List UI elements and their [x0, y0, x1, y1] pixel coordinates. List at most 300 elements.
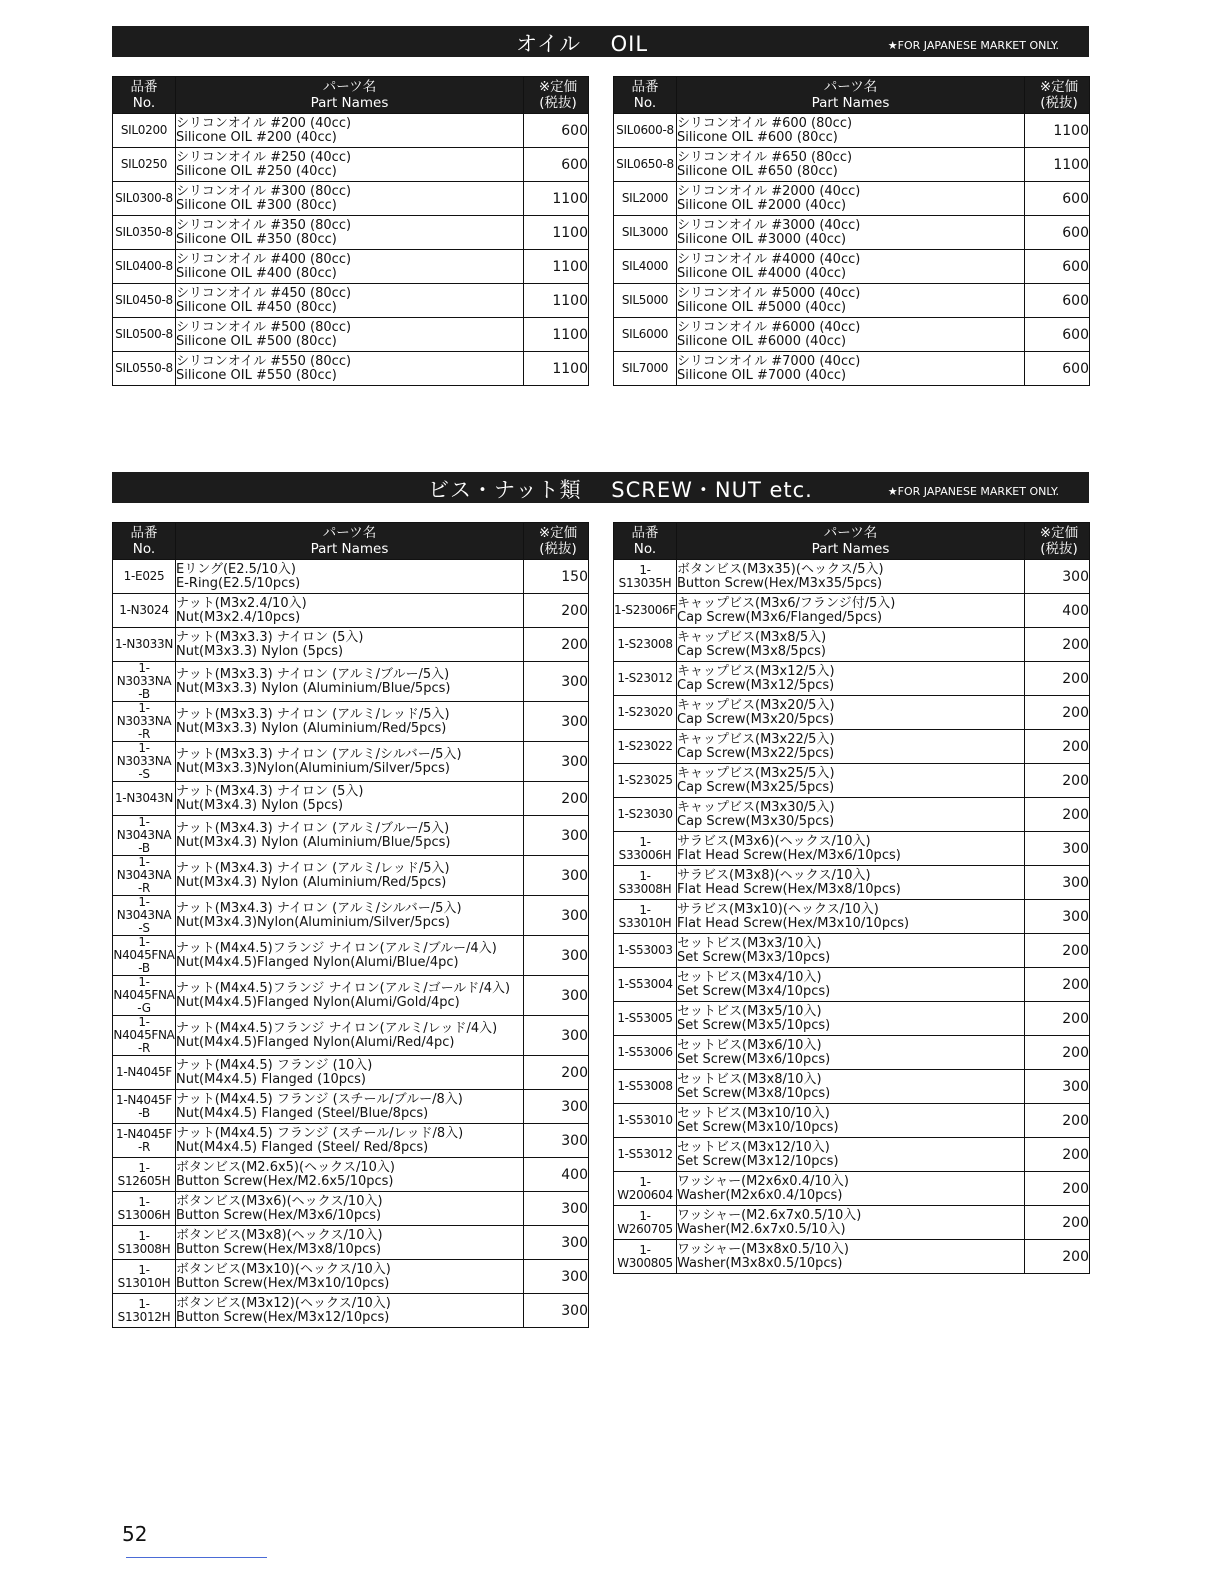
part-name-en: Set Screw(M3x10/10pcs)	[677, 1119, 839, 1135]
table-header-row	[614, 77, 1090, 114]
part-name-en: Silicone OIL #200 (40cc)	[176, 129, 337, 145]
part-price: 300	[524, 1016, 589, 1056]
part-name-jp: ナット(M3x4.3) ナイロン (5入)	[176, 783, 364, 799]
header-price-jp: ※定価	[538, 525, 578, 541]
part-name-jp: ボタンビス(M3x10)(ヘックス/10入)	[176, 1261, 391, 1277]
part-name	[677, 352, 1025, 386]
table-row	[614, 148, 1090, 182]
header-part-no	[614, 77, 677, 114]
part-price: 200	[1025, 1172, 1090, 1206]
part-number: 1-N3043NA -S	[113, 896, 176, 936]
part-name	[176, 182, 524, 216]
table-row	[614, 318, 1090, 352]
part-name-en: Nut(M4x4.5) Flanged (10pcs)	[176, 1071, 366, 1087]
header-part-name	[176, 523, 524, 560]
part-price: 200	[1025, 764, 1090, 798]
part-price: 600	[1025, 284, 1090, 318]
table-row	[614, 114, 1090, 148]
table-row	[113, 856, 589, 896]
part-name	[677, 182, 1025, 216]
footer-rule	[126, 1557, 267, 1558]
part-name-jp: ボタンビス(M3x6)(ヘックス/10入)	[176, 1193, 383, 1209]
part-number: 1-S13008H	[113, 1226, 176, 1260]
table-row	[113, 936, 589, 976]
part-price: 200	[1025, 1240, 1090, 1274]
part-name-jp: ナット(M3x4.3) ナイロン (アルミ/シルバー/5入)	[176, 900, 462, 916]
part-number: 1-S23022	[614, 730, 677, 764]
header-part-name	[176, 77, 524, 114]
table-row	[113, 742, 589, 782]
part-name	[176, 816, 524, 856]
table-row	[614, 594, 1090, 628]
part-name-en: Button Screw(Hex/M2.6x5/10pcs)	[176, 1173, 394, 1189]
header-part-name	[677, 77, 1025, 114]
part-name-en: Nut(M3x3.3) Nylon (Aluminium/Red/5pcs)	[176, 720, 447, 736]
part-name-en: Flat Head Screw(Hex/M3x8/10pcs)	[677, 881, 901, 897]
part-price: 1100	[524, 250, 589, 284]
header-part-name-en: Part Names	[811, 541, 890, 557]
header-part-no-en: No.	[132, 95, 156, 111]
part-name-jp: ボタンビス(M2.6x5)(ヘックス/10入)	[176, 1159, 395, 1175]
part-number: 1-N3033NA -R	[113, 702, 176, 742]
part-name-jp: キャップビス(M3x30/5入)	[677, 799, 835, 815]
part-name-jp: キャップビス(M3x6/フランジ付/5入)	[677, 595, 896, 611]
part-name	[176, 1016, 524, 1056]
part-price: 200	[1025, 1036, 1090, 1070]
part-number: 1-N3043NA -B	[113, 816, 176, 856]
part-name-en: Set Screw(M3x8/10pcs)	[677, 1085, 831, 1101]
part-price: 200	[1025, 934, 1090, 968]
part-name	[176, 1294, 524, 1328]
part-price: 300	[524, 856, 589, 896]
part-price: 400	[1025, 594, 1090, 628]
part-name-en: Cap Screw(M3x25/5pcs)	[677, 779, 835, 795]
part-price: 300	[524, 816, 589, 856]
header-price	[524, 77, 589, 114]
part-name-en: Silicone OIL #400 (80cc)	[176, 265, 337, 281]
part-name-en: Silicone OIL #5000 (40cc)	[677, 299, 847, 315]
part-name-jp: セットビス(M3x4/10入)	[677, 969, 822, 985]
table-row	[113, 782, 589, 816]
part-name-jp: シリコンオイル #2000 (40cc)	[677, 183, 861, 199]
part-name	[677, 1070, 1025, 1104]
table-row	[614, 934, 1090, 968]
table-row	[113, 216, 589, 250]
part-name-jp: シリコンオイル #600 (80cc)	[677, 115, 853, 131]
part-price: 300	[1025, 900, 1090, 934]
part-number: SIL7000	[614, 352, 677, 386]
table-row	[614, 250, 1090, 284]
part-name	[176, 1158, 524, 1192]
part-name-en: Silicone OIL #7000 (40cc)	[677, 367, 847, 383]
part-name-en: Silicone OIL #250 (40cc)	[176, 163, 337, 179]
part-price: 400	[524, 1158, 589, 1192]
header-part-name-en: Part Names	[310, 95, 389, 111]
part-name-jp: キャップビス(M3x12/5入)	[677, 663, 835, 679]
part-name	[677, 730, 1025, 764]
part-number: 1-S53004	[614, 968, 677, 1002]
part-name-jp: ナット(M3x3.3) ナイロン (アルミ/シルバー/5入)	[176, 746, 462, 762]
table-header-row	[113, 77, 589, 114]
screw-table-left	[112, 522, 589, 1328]
part-name-jp: Eリング(E2.5/10入)	[176, 561, 296, 577]
part-name-jp: シリコンオイル #200 (40cc)	[176, 115, 352, 131]
part-number: 1-N3043NA -R	[113, 856, 176, 896]
part-price: 300	[524, 1260, 589, 1294]
part-number: 1-S13006H	[113, 1192, 176, 1226]
part-name-en: Nut(M4x4.5)Flanged Nylon(Alumi/Blue/4pc)	[176, 954, 459, 970]
page-number: 52	[122, 1522, 148, 1546]
part-number: 1-S13012H	[113, 1294, 176, 1328]
part-name-jp: セットビス(M3x10/10入)	[677, 1105, 830, 1121]
part-name-en: Silicone OIL #650 (80cc)	[677, 163, 838, 179]
table-row	[614, 968, 1090, 1002]
part-name-en: Cap Screw(M3x22/5pcs)	[677, 745, 835, 761]
part-name-jp: ボタンビス(M3x35)(ヘックス/5入)	[677, 561, 884, 577]
part-name-jp: シリコンオイル #7000 (40cc)	[677, 353, 861, 369]
part-price: 600	[1025, 250, 1090, 284]
part-name-jp: ナット(M3x4.3) ナイロン (アルミ/ブルー/5入)	[176, 820, 450, 836]
part-name-jp: ナット(M4x4.5)フランジ ナイロン(アルミ/ブルー/4入)	[176, 940, 497, 956]
part-name	[176, 594, 524, 628]
part-number: SIL0500-8	[113, 318, 176, 352]
part-price: 200	[524, 1056, 589, 1090]
part-number: SIL0650-8	[614, 148, 677, 182]
part-name	[677, 798, 1025, 832]
part-name-jp: シリコンオイル #650 (80cc)	[677, 149, 853, 165]
part-name	[677, 148, 1025, 182]
part-name	[176, 936, 524, 976]
part-name-en: Button Screw(Hex/M3x12/10pcs)	[176, 1309, 390, 1325]
part-name-en: Cap Screw(M3x12/5pcs)	[677, 677, 835, 693]
part-name	[176, 148, 524, 182]
part-name-en: Cap Screw(M3x30/5pcs)	[677, 813, 835, 829]
table-header-row	[113, 523, 589, 560]
part-name-en: Flat Head Screw(Hex/M3x6/10pcs)	[677, 847, 901, 863]
table-row	[614, 730, 1090, 764]
part-number: 1-N3033N	[113, 628, 176, 662]
part-name-en: Set Screw(M3x6/10pcs)	[677, 1051, 831, 1067]
part-number: 1-S13010H	[113, 1260, 176, 1294]
table-row	[113, 1090, 589, 1124]
part-name-en: Nut(M3x3.3) Nylon (5pcs)	[176, 643, 344, 659]
part-price: 300	[1025, 560, 1090, 594]
part-number: 1-S53010	[614, 1104, 677, 1138]
header-price-en: (税抜)	[539, 95, 577, 111]
part-number: SIL2000	[614, 182, 677, 216]
part-name	[677, 934, 1025, 968]
part-price: 600	[1025, 318, 1090, 352]
part-price: 300	[1025, 1070, 1090, 1104]
part-name-en: Flat Head Screw(Hex/M3x10/10pcs)	[677, 915, 910, 931]
part-name-jp: ナット(M3x3.3) ナイロン (5入)	[176, 629, 364, 645]
part-name	[677, 1104, 1025, 1138]
part-price: 200	[524, 782, 589, 816]
part-name	[677, 250, 1025, 284]
table-row	[614, 628, 1090, 662]
part-number: 1-N3043N	[113, 782, 176, 816]
part-name-jp: ボタンビス(M3x8)(ヘックス/10入)	[176, 1227, 383, 1243]
part-number: 1-W300805	[614, 1240, 677, 1274]
part-name-jp: シリコンオイル #4000 (40cc)	[677, 251, 861, 267]
table-row	[113, 352, 589, 386]
oil-market-note: ★FOR JAPANESE MARKET ONLY.	[887, 39, 1059, 52]
part-number: SIL0300-8	[113, 182, 176, 216]
part-name-jp: サラビス(M3x6)(ヘックス/10入)	[677, 833, 871, 849]
table-row	[113, 594, 589, 628]
part-name	[176, 560, 524, 594]
part-price: 300	[524, 976, 589, 1016]
part-number: 1-N4045F	[113, 1056, 176, 1090]
part-price: 300	[1025, 832, 1090, 866]
part-number: SIL0250	[113, 148, 176, 182]
part-number: 1-N4045FNA -B	[113, 935, 175, 975]
table-row	[113, 662, 589, 702]
table-row	[113, 114, 589, 148]
part-name-en: Nut(M3x3.3)Nylon(Aluminium/Silver/5pcs)	[176, 760, 450, 776]
screw-market-note: ★FOR JAPANESE MARKET ONLY.	[887, 485, 1059, 498]
part-name-en: Washer(M2x6x0.4/10pcs)	[677, 1187, 843, 1203]
table-row	[113, 1226, 589, 1260]
table-row	[614, 1206, 1090, 1240]
part-name-en: Silicone OIL #600 (80cc)	[677, 129, 838, 145]
part-price: 200	[1025, 798, 1090, 832]
part-name-jp: シリコンオイル #300 (80cc)	[176, 183, 352, 199]
part-name-en: Nut(M3x3.3) Nylon (Aluminium/Blue/5pcs)	[176, 680, 451, 696]
part-name-en: Nut(M3x4.3) Nylon (Aluminium/Red/5pcs)	[176, 874, 447, 890]
part-number: 1-S33008H	[614, 866, 677, 900]
part-price: 1100	[524, 284, 589, 318]
part-name	[176, 662, 524, 702]
part-name-en: Nut(M4x4.5) Flanged (Steel/ Red/8pcs)	[176, 1139, 429, 1155]
part-number: 1-W200604	[614, 1172, 677, 1206]
table-row	[614, 284, 1090, 318]
part-name	[677, 900, 1025, 934]
part-price: 300	[524, 896, 589, 936]
part-name	[677, 284, 1025, 318]
table-header-row	[614, 523, 1090, 560]
screw-table-right	[613, 522, 1090, 1274]
part-name-en: Button Screw(Hex/M3x6/10pcs)	[176, 1207, 382, 1223]
table-row	[614, 182, 1090, 216]
part-number: 1-S23025	[614, 764, 677, 798]
part-name-jp: シリコンオイル #6000 (40cc)	[677, 319, 861, 335]
table-row	[113, 182, 589, 216]
part-number: SIL3000	[614, 216, 677, 250]
part-name-jp: キャップビス(M3x22/5入)	[677, 731, 835, 747]
part-number: 1-S23030	[614, 798, 677, 832]
part-name	[176, 352, 524, 386]
part-number: 1-S53008	[614, 1070, 677, 1104]
header-price-en: (税抜)	[1040, 541, 1078, 557]
part-name-jp: ナット(M4x4.5) フランジ (スチール/レッド/8入)	[176, 1125, 464, 1141]
part-name-en: Washer(M3x8x0.5/10pcs)	[677, 1255, 843, 1271]
table-row	[614, 662, 1090, 696]
oil-table-left	[112, 76, 589, 386]
part-number: 1-S53006	[614, 1036, 677, 1070]
table-row	[113, 816, 589, 856]
part-name-en: Silicone OIL #2000 (40cc)	[677, 197, 847, 213]
header-price-jp: ※定価	[1039, 79, 1079, 95]
part-number: 1-W260705	[614, 1206, 677, 1240]
part-name	[176, 1124, 524, 1158]
part-name-en: Silicone OIL #500 (80cc)	[176, 333, 337, 349]
part-number: SIL5000	[614, 284, 677, 318]
part-name-jp: キャップビス(M3x25/5入)	[677, 765, 835, 781]
part-name	[677, 1036, 1025, 1070]
part-price: 200	[1025, 628, 1090, 662]
part-name	[176, 284, 524, 318]
part-name	[677, 628, 1025, 662]
part-name-en: Silicone OIL #4000 (40cc)	[677, 265, 847, 281]
oil-section-title: オイル OIL	[516, 32, 649, 56]
part-name-en: Nut(M3x4.3) Nylon (Aluminium/Blue/5pcs)	[176, 834, 451, 850]
part-price: 600	[524, 148, 589, 182]
header-part-no	[113, 77, 176, 114]
part-number: 1-N4045F -R	[113, 1124, 176, 1158]
header-part-name-jp: パーツ名	[823, 525, 878, 541]
table-row	[113, 318, 589, 352]
part-price: 200	[1025, 696, 1090, 730]
oil-table-right	[613, 76, 1090, 386]
table-row	[113, 1260, 589, 1294]
table-row	[113, 1124, 589, 1158]
table-row	[614, 1002, 1090, 1036]
part-number: 1-N3033NA -B	[113, 662, 176, 702]
part-number: 1-S53003	[614, 934, 677, 968]
part-name	[677, 594, 1025, 628]
part-name	[677, 968, 1025, 1002]
table-row	[614, 216, 1090, 250]
part-name	[176, 856, 524, 896]
part-name-en: Nut(M4x4.5)Flanged Nylon(Alumi/Gold/4pc)	[176, 994, 460, 1010]
header-part-no-en: No.	[633, 95, 657, 111]
part-name	[176, 628, 524, 662]
part-number: 1-E025	[113, 560, 176, 594]
part-name-en: Nut(M3x2.4/10pcs)	[176, 609, 301, 625]
part-name	[176, 1260, 524, 1294]
part-number: 1-S12605H	[113, 1158, 176, 1192]
part-name-jp: ナット(M3x3.3) ナイロン (アルミ/レッド/5入)	[176, 706, 450, 722]
table-row	[113, 896, 589, 936]
part-number: SIL0450-8	[113, 284, 176, 318]
part-name	[677, 1138, 1025, 1172]
table-row	[614, 798, 1090, 832]
part-name	[677, 216, 1025, 250]
header-price	[1025, 523, 1090, 560]
part-name	[176, 702, 524, 742]
part-name	[677, 832, 1025, 866]
part-name-jp: セットビス(M3x5/10入)	[677, 1003, 822, 1019]
part-number: 1-S23020	[614, 696, 677, 730]
header-price	[524, 523, 589, 560]
part-name-jp: シリコンオイル #3000 (40cc)	[677, 217, 861, 233]
part-price: 300	[524, 936, 589, 976]
part-number: 1-S13035H	[614, 560, 677, 594]
part-name-jp: セットビス(M3x3/10入)	[677, 935, 822, 951]
part-name-en: Set Screw(M3x3/10pcs)	[677, 949, 831, 965]
part-name	[176, 896, 524, 936]
part-price: 600	[1025, 182, 1090, 216]
part-name-jp: セットビス(M3x6/10入)	[677, 1037, 822, 1053]
part-name-jp: ボタンビス(M3x12)(ヘックス/10入)	[176, 1295, 391, 1311]
part-name	[677, 696, 1025, 730]
part-name-en: Set Screw(M3x4/10pcs)	[677, 983, 831, 999]
part-name	[176, 1192, 524, 1226]
part-name-jp: シリコンオイル #550 (80cc)	[176, 353, 352, 369]
part-name	[176, 1056, 524, 1090]
part-number: SIL4000	[614, 250, 677, 284]
table-row	[614, 1104, 1090, 1138]
part-price: 300	[524, 1090, 589, 1124]
part-name-jp: ナット(M4x4.5)フランジ ナイロン(アルミ/レッド/4入)	[176, 1020, 498, 1036]
part-number: 1-N4045F -B	[113, 1090, 176, 1124]
header-price-jp: ※定価	[538, 79, 578, 95]
part-name	[176, 318, 524, 352]
part-price: 300	[524, 1124, 589, 1158]
header-part-no-jp: 品番	[631, 525, 659, 541]
header-price	[1025, 77, 1090, 114]
part-price: 200	[1025, 662, 1090, 696]
part-name-jp: セットビス(M3x12/10入)	[677, 1139, 830, 1155]
part-name-jp: シリコンオイル #5000 (40cc)	[677, 285, 861, 301]
part-number: SIL0350-8	[113, 216, 176, 250]
part-number: 1-S33006H	[614, 832, 677, 866]
part-price: 600	[524, 114, 589, 148]
screw-section-title: ビス・ナット類 SCREW・NUT etc.	[428, 478, 813, 502]
part-name-jp: サラビス(M3x10)(ヘックス/10入)	[677, 901, 879, 917]
part-name-en: Nut(M4x4.5)Flanged Nylon(Alumi/Red/4pc)	[176, 1034, 455, 1050]
part-name-jp: ワッシャー(M3x8x0.5/10入)	[677, 1241, 849, 1257]
part-name	[176, 250, 524, 284]
part-price: 300	[524, 702, 589, 742]
part-name-en: Washer(M2.6x7x0.5/10入)	[677, 1221, 846, 1237]
table-row	[113, 560, 589, 594]
part-price: 200	[1025, 968, 1090, 1002]
part-name-en: Cap Screw(M3x8/5pcs)	[677, 643, 826, 659]
part-name	[677, 318, 1025, 352]
part-name-jp: シリコンオイル #400 (80cc)	[176, 251, 352, 267]
part-number: 1-S53012	[614, 1138, 677, 1172]
part-price: 300	[524, 1226, 589, 1260]
table-row	[113, 284, 589, 318]
part-name	[176, 976, 524, 1016]
part-name	[677, 1002, 1025, 1036]
table-row	[614, 866, 1090, 900]
part-name	[677, 866, 1025, 900]
part-name	[677, 114, 1025, 148]
part-name-jp: シリコンオイル #450 (80cc)	[176, 285, 352, 301]
part-name-jp: ナット(M3x3.3) ナイロン (アルミ/ブルー/5入)	[176, 666, 450, 682]
part-name-jp: シリコンオイル #350 (80cc)	[176, 217, 352, 233]
table-row	[614, 900, 1090, 934]
part-name-en: Nut(M3x4.3)Nylon(Aluminium/Silver/5pcs)	[176, 914, 450, 930]
part-price: 300	[524, 1192, 589, 1226]
header-part-no	[113, 523, 176, 560]
header-part-name-en: Part Names	[310, 541, 389, 557]
part-name-jp: ワッシャー(M2.6x7x0.5/10入)	[677, 1207, 862, 1223]
table-row	[614, 1138, 1090, 1172]
part-name	[176, 1090, 524, 1124]
part-name-jp: キャップビス(M3x8/5入)	[677, 629, 827, 645]
table-row	[614, 832, 1090, 866]
part-name	[677, 662, 1025, 696]
part-name-en: Cap Screw(M3x6/Flanged/5pcs)	[677, 609, 883, 625]
table-row	[614, 1172, 1090, 1206]
table-row	[113, 702, 589, 742]
header-part-name-jp: パーツ名	[823, 79, 878, 95]
part-name-en: Silicone OIL #450 (80cc)	[176, 299, 337, 315]
